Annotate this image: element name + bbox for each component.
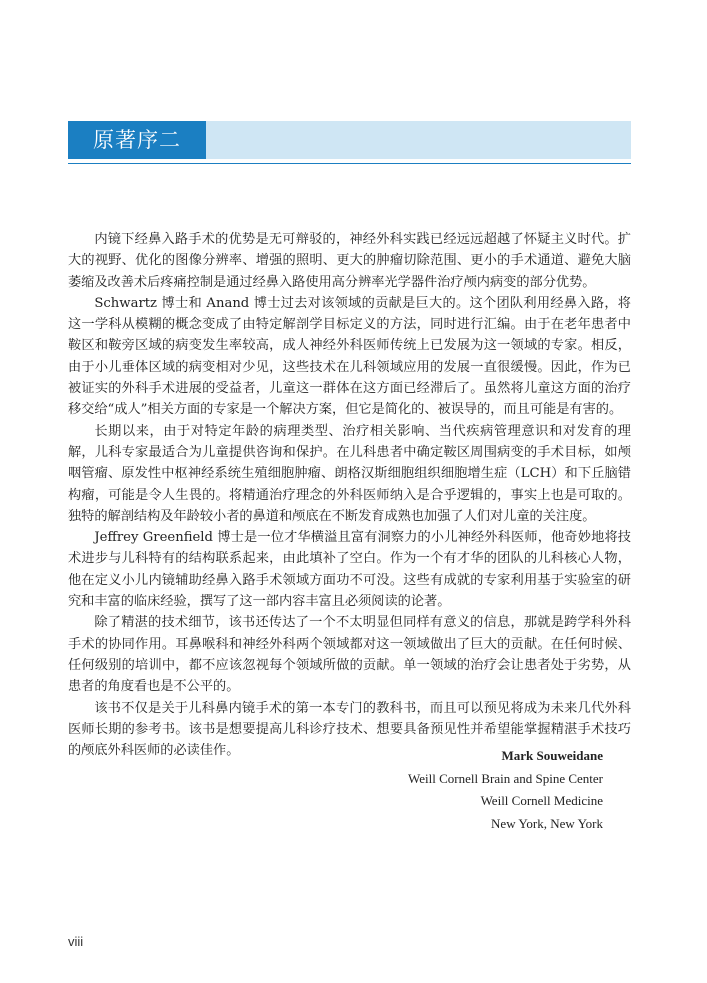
section-title: 原著序二 — [68, 121, 206, 159]
paragraph-2: Schwartz 博士和 Anand 博士过去对该领域的贡献是巨大的。这个团队利用经鼻入路，将这一学科从模糊的概念变成了由特定解剖学目标定义的方法，同时进行汇编。由于在老年患者中鞍区和鞍旁区域的病变发生率较高，成人神经外科医师传统上已发展为这一领域的专家。相反，由于小儿垂体区域的病变相对少见，这些技术在儿科领域应用的发展一直很缓慢。因此，作为已被证实的外科手术进展的受益者，儿童这一群体在这方面已经滞后了。虽然将儿童这方面的治疗移交给“成人”相关方面的专家是一个解决方案，但它是简化的、被误导的，而且可能是有害的。 — [68, 295, 631, 418]
paragraph-3: 长期以来，由于对特定年龄的病理类型、治疗相关影响、当代疾病管理意识和对发育的理解，儿科专家最适合为儿童提供咨询和保护。在儿科患者中确定鞍区周围病变的手术目标，如颅咽管瘤、原发性中枢神经系统生殖细胞肿瘤、朗格汉斯细胞组织细胞增生症（LCH）和下丘脑错构瘤，可能是令人生畏的。将精通治疗理念的外科医师纳入是合乎逻辑的，事实上也是可取的。独特的解剖结构及年龄较小者的鼻道和颅底在不断发育成熟也加强了人们对儿童的关注度。 — [68, 423, 631, 524]
paragraph-6: 该书不仅是关于儿科鼻内镜手术的第一本专门的教科书，而且可以预见将成为未来几代外科医师长期的参考书。该书是想要提高儿科诊疗技术、想要具备预见性并希望能掌握精湛手术技巧的颅底外科医师的必读佳作。 — [68, 700, 631, 759]
signature-affiliation-2: Weill Cornell Medicine — [480, 793, 603, 808]
paragraph-4: Jeffrey Greenfield 博士是一位才华横溢且富有洞察力的小儿神经外科医师，他奇妙地将技术进步与儿科特有的结构联系起来，由此填补了空白。作为一个有才华的团队的儿科核心人物，他在定义小儿内镜辅助经鼻入路手术领域方面功不可没。这些有成就的专家利用基于实验室的研究和丰富的临床经验，撰写了这一部内容丰富且必须阅读的论著。 — [68, 530, 631, 610]
signature-block — [408, 745, 603, 835]
signature-affiliation-1: Weill Cornell Brain and Spine Center — [408, 770, 603, 786]
preface-body — [68, 229, 631, 761]
signature-location: New York, New York — [491, 815, 603, 831]
signature-name: Mark Souweidane — [501, 748, 603, 763]
page-number: viii — [68, 934, 84, 949]
paragraph-5: 除了精湛的技术细节，该书还传达了一个不太明显但同样有意义的信息，那就是跨学科外科手术的协同作用。耳鼻喉科和神经外科两个领域都对这一领域做出了巨大的贡献。在任何时候、任何级别的培训中，都不应该忽视每个领域所做的贡献。单一领域的治疗会让患者处于劣势，从患者的角度看也是不公平的。 — [68, 615, 631, 695]
section-header-rule — [68, 163, 631, 164]
paragraph-1: 内镜下经鼻入路手术的优势是无可辩驳的，神经外科实践已经远远超越了怀疑主义时代。扩大的视野、优化的图像分辨率、增强的照明、更大的肿瘤切除范围、更小的手术通道、避免大脑萎缩及改善术后疼痛控制是通过经鼻入路使用高分辨率光学器件治疗颅内病变的部分优势。 — [68, 232, 631, 290]
